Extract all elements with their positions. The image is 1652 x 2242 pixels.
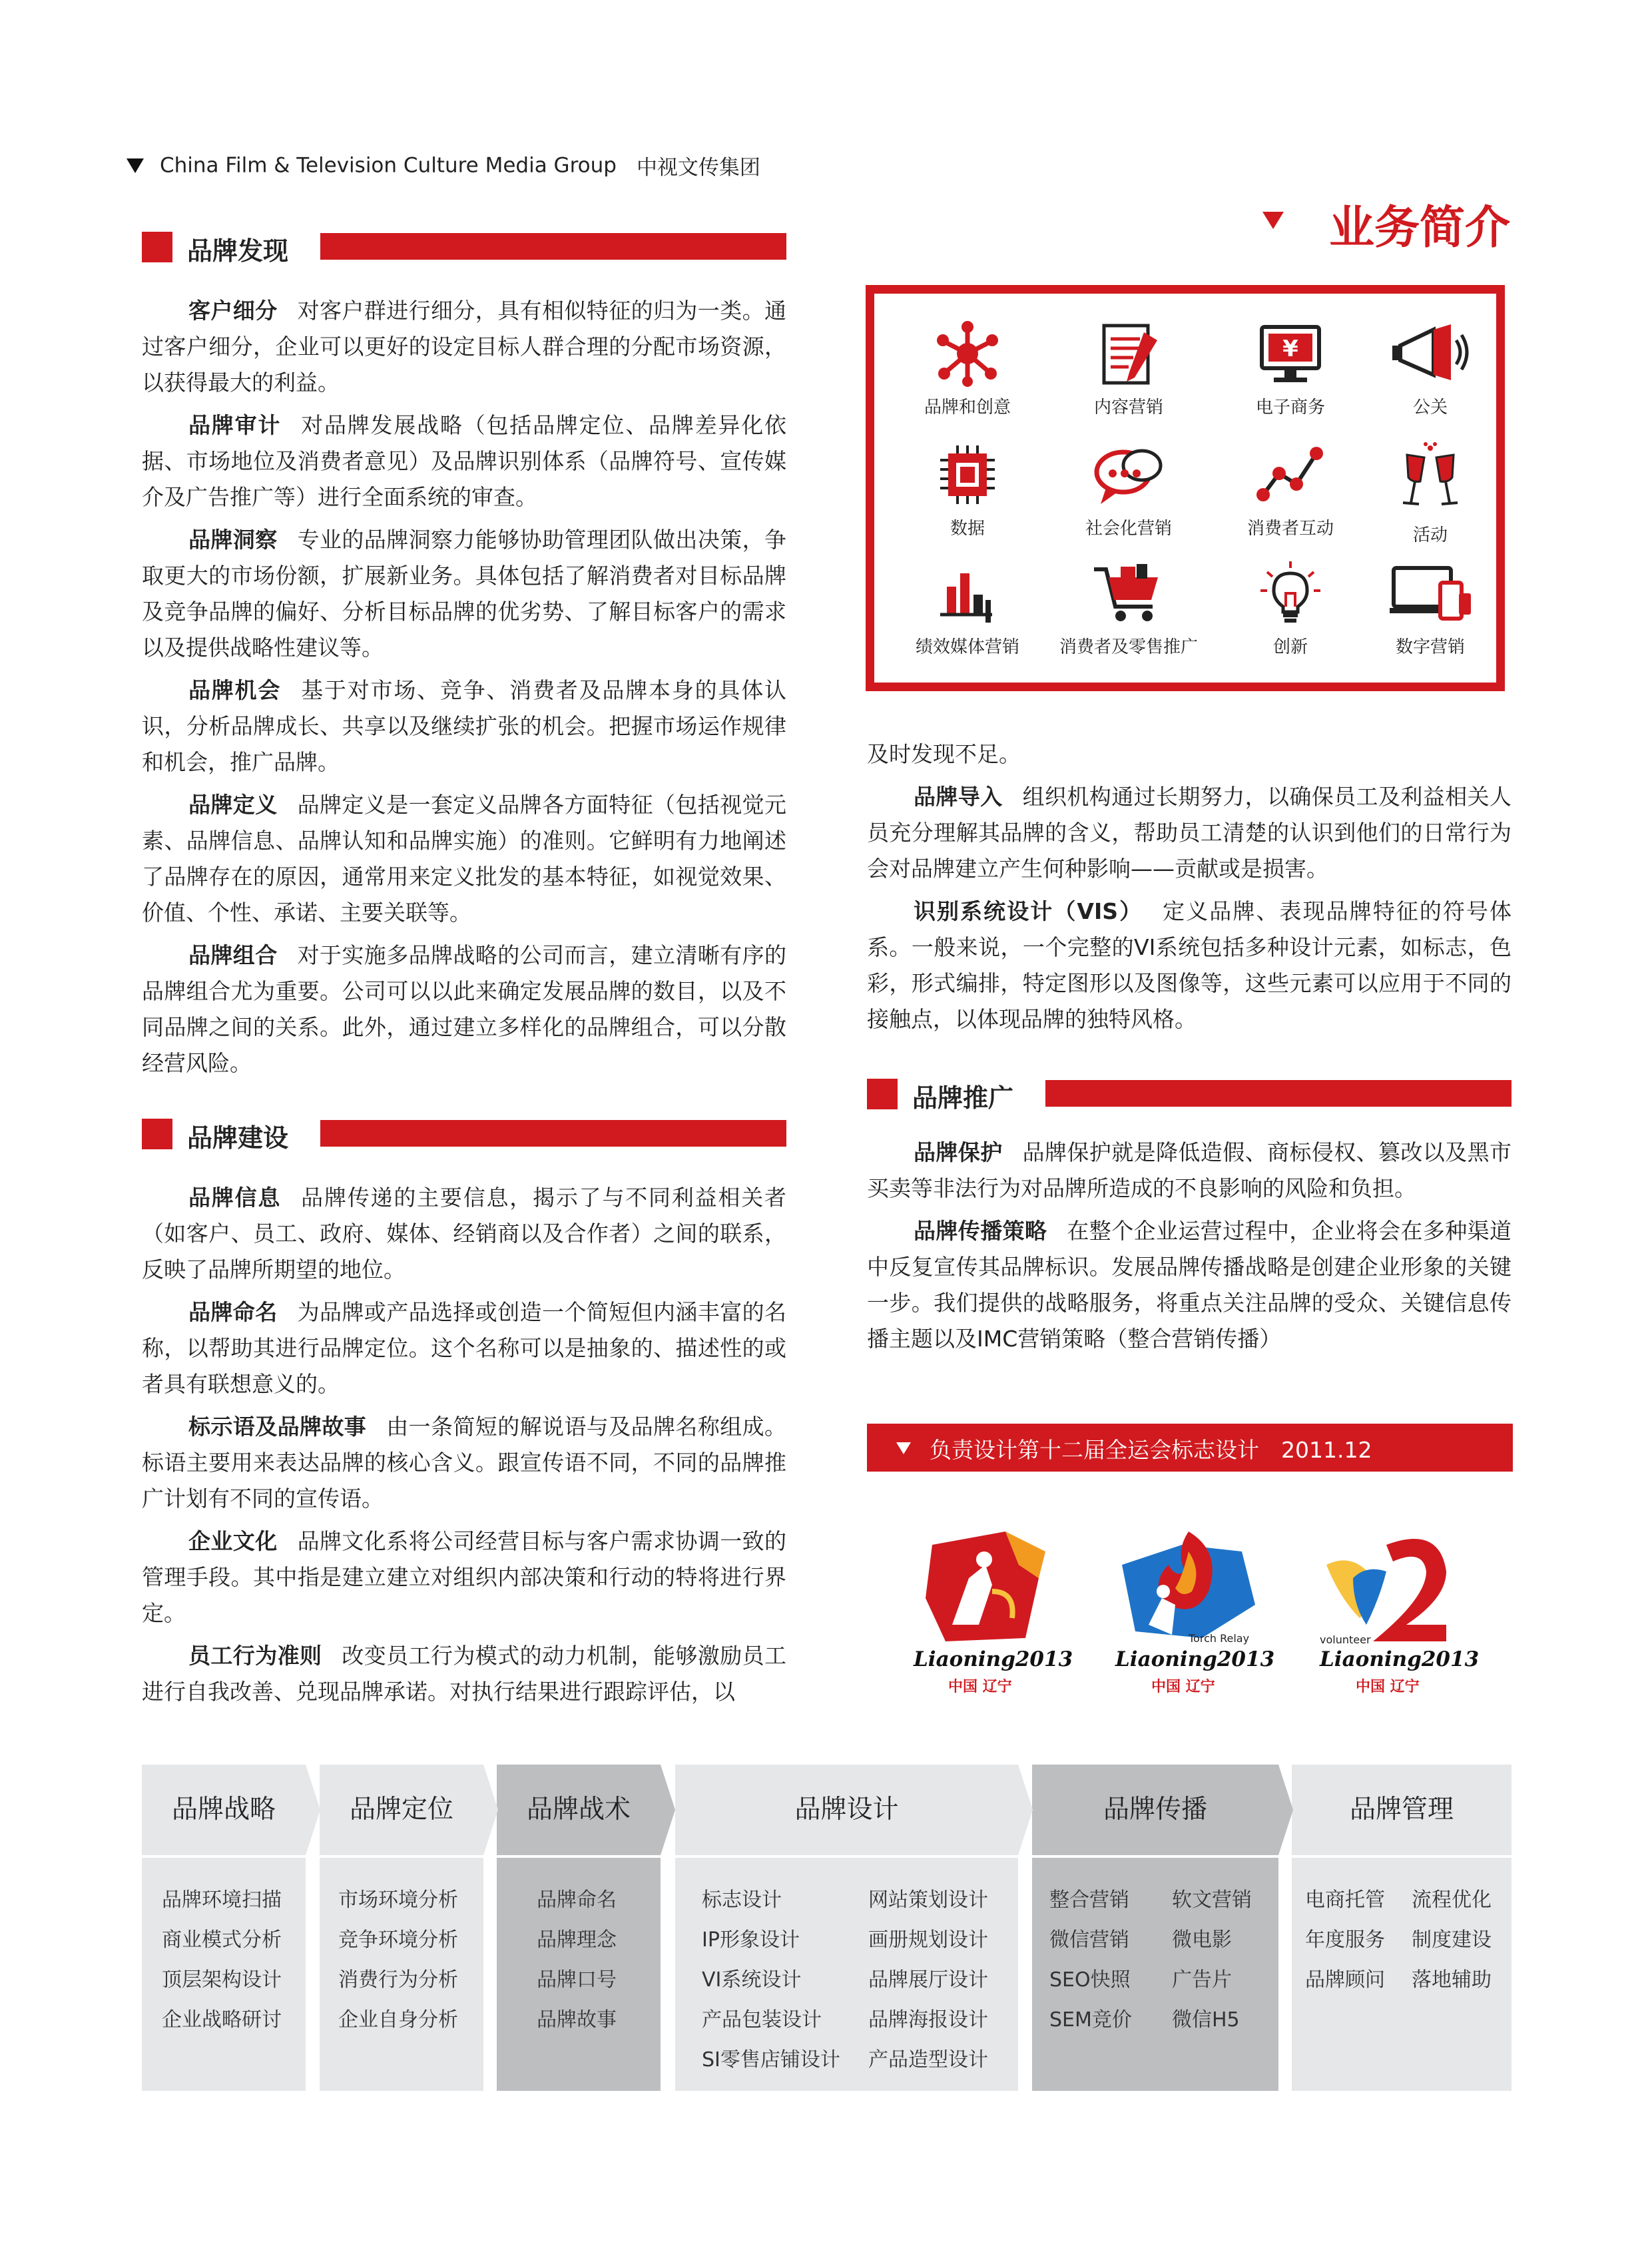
service-column-tactics bbox=[497, 1765, 661, 2091]
service-item: IP形象设计 bbox=[702, 1928, 800, 1952]
icon-label: 创新 bbox=[1272, 637, 1308, 657]
chat-bubbles-icon bbox=[1089, 441, 1169, 508]
volunteer-emblem-icon bbox=[1313, 1525, 1473, 1651]
bar-chart-icon bbox=[931, 560, 1004, 627]
chevron-right-icon bbox=[483, 1765, 498, 1855]
triangle-down-icon bbox=[896, 1442, 911, 1454]
icon-cell bbox=[1049, 320, 1209, 440]
page-title: 业务简介 bbox=[1329, 192, 1510, 256]
service-column-title: 品牌管理 bbox=[1292, 1765, 1512, 1855]
paragraph: 品牌洞察 专业的品牌洞察力能够协助管理团队做出决策，争取更大的市场份额，扩展新业务。具体包括了解消费者对目标品牌及竞争品牌的偏好、分析目标品牌的优劣势、了解目标客户的需求以及提供战略性建议等。 bbox=[142, 527, 787, 661]
service-item: 微电影 bbox=[1172, 1928, 1232, 1952]
service-item: 品牌故事 bbox=[537, 2008, 617, 2032]
service-column-title: 品牌战略 bbox=[142, 1765, 306, 1855]
service-column-title: 品牌设计 bbox=[675, 1765, 1018, 1855]
paragraph: 品牌命名 为品牌或产品选择或创造一个简短但内涵丰富的名称，以帮助其进行品牌定位。这个名称可以是抽象的、描述性的或者具有联想意义的。 bbox=[142, 1299, 787, 1397]
paragraph: 及时发现不足。 bbox=[867, 741, 1021, 767]
service-item: 品牌展厅设计 bbox=[868, 1968, 988, 1992]
section-title: 品牌建设 bbox=[187, 1123, 289, 1153]
icon-cell bbox=[1350, 320, 1510, 440]
service-item: 企业自身分析 bbox=[338, 2008, 458, 2032]
paragraph: 识别系统设计（VIS） 定义品牌、表现品牌特征的符号体系。一般来说，一个完整的VI系统包括多种设计元素，如标志，色彩，形式编排，特定图形以及图像等，这些元素可以应用于不同的接触点，以体现品牌的独特风格。 bbox=[867, 898, 1512, 1032]
icon-label: 数据 bbox=[950, 519, 985, 539]
paragraph: 品牌定义 品牌定义是一套定义品牌各方面特征（包括视觉元素、品牌信息、品牌认知和品牌实施）的准则。它鲜明有力地阐述了品牌存在的原因，通常用来定义批发的基本特征，如视觉效果、价值、个性、承诺、主要关联等。 bbox=[142, 792, 787, 926]
icon-cell bbox=[888, 560, 1047, 680]
icon-label: 电子商务 bbox=[1255, 398, 1325, 418]
service-item: 消费行为分析 bbox=[338, 1968, 458, 1992]
service-column-title: 品牌传播 bbox=[1032, 1765, 1278, 1855]
service-item: 标志设计 bbox=[702, 1888, 782, 1912]
icon-label: 公关 bbox=[1412, 398, 1448, 418]
logo-liaoning-torch-relay: Torch Relay Liaoning2013 中国 辽宁 bbox=[1109, 1525, 1268, 1698]
chevron-right-icon bbox=[661, 1765, 675, 1855]
service-item: 落地辅助 bbox=[1412, 1968, 1492, 1992]
service-item: SEO快照 bbox=[1049, 1968, 1131, 1992]
services-icon-grid bbox=[866, 285, 1505, 691]
service-item: 品牌海报设计 bbox=[868, 2008, 988, 2032]
icon-label: 社会化营销 bbox=[1085, 519, 1172, 539]
left-column bbox=[142, 232, 786, 1717]
service-item: 品牌顾问 bbox=[1305, 1968, 1385, 1992]
icon-label: 绩效媒体营销 bbox=[915, 637, 1019, 657]
icon-label: 品牌和创意 bbox=[924, 398, 1011, 418]
section-title: 品牌推广 bbox=[912, 1083, 1014, 1113]
icon-label: 内容营销 bbox=[1093, 398, 1163, 418]
torch-emblem-icon bbox=[1109, 1525, 1268, 1651]
service-column-positioning bbox=[320, 1765, 483, 2091]
service-item: 品牌口号 bbox=[537, 1968, 617, 1992]
megaphone-icon bbox=[1387, 320, 1474, 387]
section-header bbox=[142, 232, 786, 266]
company-name-en: China Film & Television Culture Media Group bbox=[160, 153, 617, 178]
service-item: 网站策划设计 bbox=[868, 1888, 988, 1912]
service-item: 微信H5 bbox=[1172, 2008, 1240, 2032]
network-icon bbox=[931, 320, 1004, 387]
paragraph: 员工行为准则 改变员工行为模式的动力机制，能够激励员工进行自我改善、兑现品牌承诺。对执行结果进行跟踪评估，以 bbox=[142, 1643, 787, 1705]
icon-label: 活动 bbox=[1412, 525, 1448, 545]
service-item: 年度服务 bbox=[1305, 1928, 1385, 1952]
line-graph-icon bbox=[1254, 441, 1327, 508]
service-item: SEM竞价 bbox=[1049, 2008, 1132, 2032]
svg-text:¥: ¥ bbox=[1282, 336, 1298, 362]
chevron-right-icon bbox=[1018, 1765, 1033, 1855]
service-column-management bbox=[1292, 1765, 1512, 2091]
icon-label: 数字营销 bbox=[1395, 637, 1465, 657]
paragraph: 企业文化 品牌文化系将公司经营目标与客户需求协调一致的管理手段。其中指是建立建立对组织内部决策和行动的特将进行界定。 bbox=[142, 1528, 787, 1626]
icon-cell bbox=[1211, 320, 1370, 440]
service-column-design bbox=[675, 1765, 1018, 2091]
right-column bbox=[867, 736, 1512, 1364]
icon-cell bbox=[888, 441, 1047, 561]
document-pen-icon bbox=[1092, 320, 1165, 387]
shopping-cart-icon bbox=[1089, 560, 1169, 627]
service-item: 微信营销 bbox=[1049, 1928, 1129, 1952]
icon-cell bbox=[1350, 560, 1510, 680]
service-item: 顶层架构设计 bbox=[162, 1968, 282, 1992]
service-item: 商业模式分析 bbox=[162, 1928, 282, 1952]
svg-text:Torch Relay: Torch Relay bbox=[1189, 1632, 1250, 1645]
service-item: SI零售店铺设计 bbox=[702, 2048, 840, 2072]
service-item: 产品包装设计 bbox=[702, 2008, 822, 2032]
logo-liaoning-volunteer: volunteer Liaoning2013 中国 辽宁 bbox=[1313, 1525, 1473, 1698]
icon-cell bbox=[1350, 441, 1510, 561]
service-item: 画册规划设计 bbox=[868, 1928, 988, 1952]
paragraph: 品牌机会 基于对市场、竞争、消费者及品牌本身的具体认识，分析品牌成长、共享以及继续扩张的机会。把握市场运作规律和机会，推广品牌。 bbox=[142, 677, 787, 775]
service-item: 制度建设 bbox=[1412, 1928, 1492, 1952]
service-column-title: 品牌战术 bbox=[497, 1765, 661, 1855]
service-item: 流程优化 bbox=[1412, 1888, 1492, 1912]
section-title: 品牌发现 bbox=[187, 236, 289, 266]
paragraph: 品牌保护 品牌保护就是降低造假、商标侵权、篡改以及黑市买卖等非法行为对品牌所造成的不良影响的风险和负担。 bbox=[867, 1139, 1512, 1201]
chevron-right-icon bbox=[1278, 1765, 1293, 1855]
service-column-title: 品牌定位 bbox=[320, 1765, 483, 1855]
section-header bbox=[142, 1119, 786, 1153]
service-item: 电商托管 bbox=[1305, 1888, 1385, 1912]
paragraph: 标示语及品牌故事 由一条简短的解说语与及品牌名称组成。标语主要用来表达品牌的核心含义。跟宣传语不同，不同的品牌推广计划有不同的宣传语。 bbox=[142, 1414, 787, 1512]
service-item: 整合营销 bbox=[1049, 1888, 1129, 1912]
service-item: 产品造型设计 bbox=[868, 2048, 988, 2072]
service-item: 软文营销 bbox=[1172, 1888, 1252, 1912]
paragraph: 品牌信息 品牌传递的主要信息，揭示了与不同利益相关者（如客户、员工、政府、媒体、经销商以及合作者）之间的联系，反映了品牌所期望的地位。 bbox=[142, 1185, 787, 1282]
paragraph: 品牌导入 组织机构通过长期努力，以确保员工及利益相关人员充分理解其品牌的含义，帮助员工清楚的认识到他们的日常行为会对品牌建立产生何种影响——贡献或是损害。 bbox=[867, 784, 1512, 882]
icon-cell bbox=[1211, 441, 1370, 561]
devices-icon bbox=[1387, 560, 1474, 627]
chevron-right-icon bbox=[306, 1765, 320, 1855]
icon-cell bbox=[1049, 441, 1209, 561]
monitor-yen-icon bbox=[1254, 320, 1327, 387]
icon-cell bbox=[1049, 560, 1209, 680]
service-item: 市场环境分析 bbox=[338, 1888, 458, 1912]
icon-label: 消费者及零售推广 bbox=[1059, 637, 1198, 657]
liaoning-emblem-icon bbox=[906, 1525, 1065, 1651]
service-item: 广告片 bbox=[1172, 1968, 1232, 1992]
icon-cell bbox=[888, 320, 1047, 440]
paragraph: 品牌组合 对于实施多品牌战略的公司而言，建立清晰有序的品牌组合尤为重要。公司可以以此来确定发展品牌的数目，以及不同品牌之间的关系。此外，通过建立多样化的品牌组合，可以分散经营风险。 bbox=[142, 942, 787, 1076]
paragraph: 客户细分 对客户群进行细分，具有相似特征的归为一类。通过客户细分，企业可以更好的设定目标人群合理的分配市场资源，以获得最大的利益。 bbox=[142, 298, 787, 396]
company-name-cn: 中视文传集团 bbox=[636, 156, 760, 180]
lightbulb-icon bbox=[1254, 560, 1327, 627]
paragraph: 品牌传播策略 在整个企业运营过程中，企业将会在多种渠道中反复宣传其品牌标识。发展品牌传播战略是创建企业形象的关键一步。我们提供的战略服务，将重点关注品牌的受众、关键信息传播主题以及IMC营销策略（整合营销传播） bbox=[867, 1218, 1512, 1352]
triangle-down-icon bbox=[1262, 212, 1284, 229]
service-column-communication bbox=[1032, 1765, 1278, 2091]
icon-cell bbox=[1211, 560, 1370, 680]
triangle-down-icon bbox=[127, 158, 144, 173]
service-item: 企业战略研讨 bbox=[162, 2008, 282, 2032]
service-item: VI系统设计 bbox=[702, 1968, 802, 1992]
icon-label: 消费者互动 bbox=[1246, 519, 1334, 539]
service-item: 品牌环境扫描 bbox=[162, 1888, 282, 1912]
paragraph: 品牌审计 对品牌发展战略（包括品牌定位、品牌差异化依据、市场地位及消费者意见）及品牌识别体系（品牌符号、宣传媒介及广告推广等）进行全面系统的审查。 bbox=[142, 412, 787, 510]
service-item: 品牌理念 bbox=[537, 1928, 617, 1952]
page-header bbox=[127, 150, 760, 180]
logo-design-banner: 负责设计第十二届全运会标志设计 2011.12 bbox=[867, 1424, 1513, 1472]
logo-liaoning-main: Liaoning2013 中国 辽宁 bbox=[906, 1525, 1065, 1698]
chip-icon bbox=[931, 441, 1004, 508]
service-item: 品牌命名 bbox=[537, 1888, 617, 1912]
service-column-strategy bbox=[142, 1765, 306, 2091]
svg-text:volunteer: volunteer bbox=[1320, 1633, 1371, 1646]
champagne-icon bbox=[1394, 441, 1467, 515]
section-header bbox=[867, 1079, 1512, 1113]
service-item: 竞争环境分析 bbox=[338, 1928, 458, 1952]
